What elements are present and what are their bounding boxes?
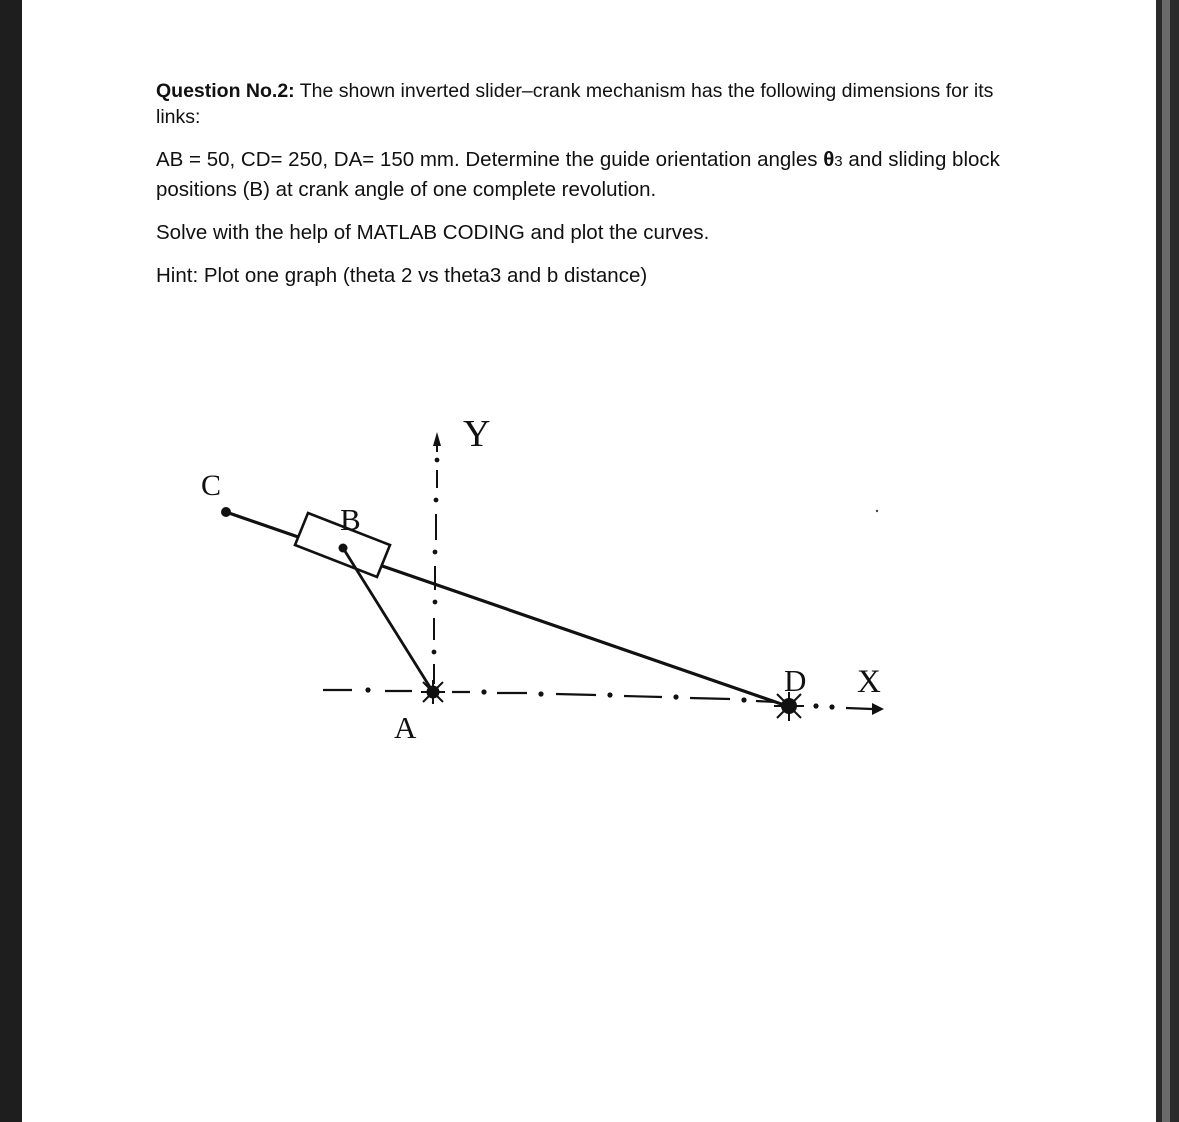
question-text: The shown inverted slider–crank mechanism has the following dimensions for its links: <box>156 80 994 128</box>
hint-paragraph: Hint: Plot one graph (theta 2 vs theta3 and b distance) <box>156 264 648 287</box>
label-y: Y <box>463 413 491 455</box>
joint-b <box>339 544 348 553</box>
joint-c <box>221 507 231 517</box>
dimensions-text: AB = 50, CD= 250, DA= 150 mm. Determine the guide orientation angles <box>156 148 824 171</box>
y-axis-line <box>433 432 441 684</box>
theta-symbol: θ <box>823 148 835 171</box>
solve-paragraph: Solve with the help of MATLAB CODING and plot the curves. <box>156 221 710 244</box>
theta-subscript: 3 <box>834 153 843 170</box>
label-a: A <box>394 710 417 745</box>
label-b: B <box>340 502 361 537</box>
label-d: D <box>784 663 807 698</box>
pivot-a <box>421 680 445 704</box>
speck-mark <box>876 510 878 512</box>
label-c: C <box>201 469 222 502</box>
dimensions-text-end: and sliding block positions (B) at crank angle of one complete revolution. <box>156 148 1000 201</box>
question-heading: Question No.2: <box>156 80 295 102</box>
label-x: X <box>857 664 881 700</box>
scrollbar-thumb[interactable] <box>1162 0 1170 1122</box>
